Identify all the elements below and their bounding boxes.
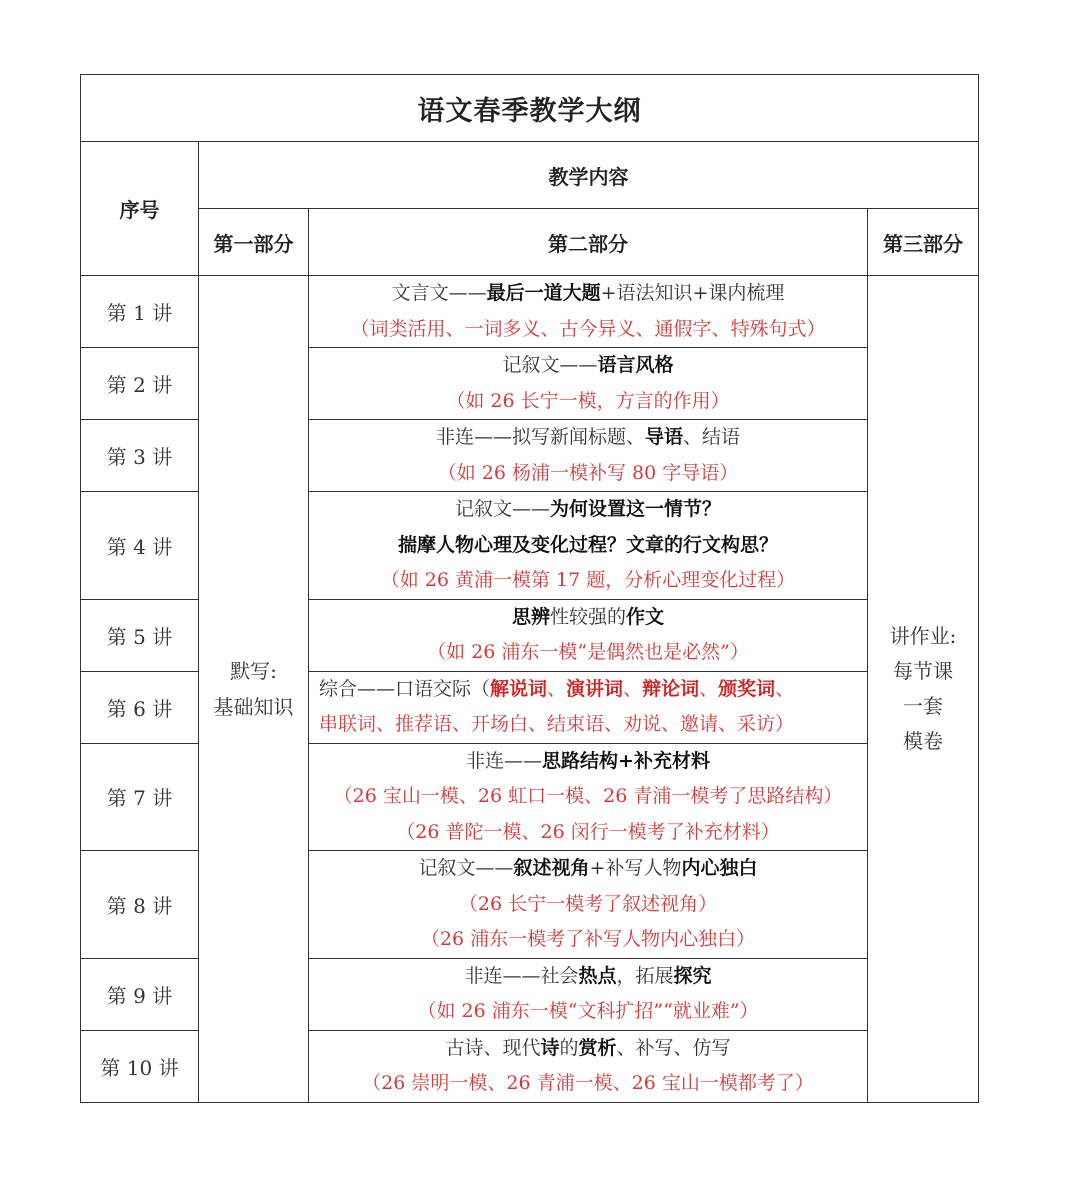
content-segment: 颁奖词 <box>718 677 776 700</box>
content-line <box>309 563 867 599</box>
content-segment: 综合——口语交际（ <box>319 677 491 700</box>
content-segment: 古诗、现代 <box>445 1036 541 1059</box>
content-segment: 思辨 <box>511 605 550 628</box>
content-segment: 解说词 <box>490 677 548 700</box>
content-line <box>309 528 867 564</box>
content-segment: （26 长宁一模考了叙述视角） <box>458 892 718 915</box>
content-segment: （如 26 浦东一模“文科扩招”“就业难”） <box>417 1000 759 1022</box>
part3-line: 每节课 <box>893 658 953 683</box>
content-line <box>309 744 867 780</box>
content-segment: （26 崇明一模、26 青浦一模、26 宝山一模都考了） <box>362 1072 814 1094</box>
content-line <box>309 276 867 312</box>
content-line <box>309 420 867 456</box>
part1-line: 默写: <box>230 658 277 683</box>
content-segment: 思路结构+补充材料 <box>542 749 710 772</box>
content-line <box>309 1066 867 1102</box>
content-segment: 记叙文—— <box>418 857 514 879</box>
lecture-label: 第 9 讲 <box>81 958 199 1030</box>
content-segment: （26 浦东一模考了补写人物内心独白） <box>420 928 756 950</box>
content-segment: 串联词、推荐语、开场白、结束语、劝说、邀请、采访） <box>319 713 795 735</box>
content-cell <box>309 599 868 671</box>
content-segment: 叙述视角 <box>513 857 590 879</box>
content-line <box>309 384 867 420</box>
content-line <box>309 492 867 528</box>
content-segment: 最后一道大题 <box>486 282 601 304</box>
content-cell <box>309 420 868 492</box>
content-line <box>319 672 867 708</box>
content-segment: +语法知识+课内梳理 <box>600 282 785 304</box>
syllabus-table <box>80 74 979 1103</box>
content-segment: 记叙文—— <box>454 498 550 520</box>
content-segment: ，拓展 <box>616 964 674 987</box>
lecture-label: 第 3 讲 <box>81 420 199 492</box>
header-part2: 第二部分 <box>309 209 868 276</box>
content-segment: +补写人物 <box>589 857 682 879</box>
content-cell <box>309 743 868 851</box>
content-cell <box>309 851 868 959</box>
content-line <box>309 887 867 923</box>
content-line <box>309 922 867 958</box>
lecture-label: 第 6 讲 <box>81 671 199 743</box>
content-line <box>309 851 867 887</box>
content-segment: （如 26 黄浦一模第 17 题，分析心理变化过程） <box>380 569 796 591</box>
part3-cell <box>868 276 979 1103</box>
content-segment: 演讲词 <box>566 677 624 700</box>
content-segment: 非连—— <box>466 749 543 772</box>
content-cell <box>309 671 868 743</box>
content-segment: 、补写、仿写 <box>616 1036 731 1059</box>
content-line <box>309 348 867 384</box>
content-line <box>309 312 867 348</box>
content-segment: 文言文—— <box>391 282 487 304</box>
content-line <box>309 815 867 851</box>
content-segment: 、 <box>775 677 795 700</box>
header-seq: 序号 <box>81 142 199 276</box>
content-segment: 为何设置这一情节？ <box>550 498 722 520</box>
content-segment: （26 普陀一模、26 闵行一模考了补充材料） <box>396 820 780 843</box>
content-segment: 探究 <box>673 964 712 987</box>
part3-line: 模卷 <box>903 728 943 753</box>
content-segment: （如 26 杨浦一模补写 80 字导语） <box>437 461 739 484</box>
content-segment: （如 26 长宁一模，方言的作用） <box>446 389 730 412</box>
content-line <box>309 456 867 492</box>
content-segment: 非连——社会 <box>464 964 579 987</box>
content-line <box>309 1031 867 1067</box>
content-segment: 、 <box>699 677 719 700</box>
part3-line: 讲作业: <box>889 623 957 648</box>
part1-line: 基础知识 <box>213 694 294 719</box>
content-segment: 记叙文—— <box>502 354 598 376</box>
header-content: 教学内容 <box>199 142 979 209</box>
content-line <box>309 959 867 995</box>
content-segment: 的 <box>559 1036 579 1059</box>
lecture-label: 第 2 讲 <box>81 348 199 420</box>
content-segment: 、结语 <box>683 426 741 448</box>
content-segment: 导语 <box>644 426 683 448</box>
content-cell <box>309 958 868 1030</box>
content-segment: 诗 <box>540 1036 560 1059</box>
content-segment: 非连——拟写新闻标题、 <box>435 426 645 448</box>
content-line <box>309 779 867 815</box>
content-cell <box>309 492 868 600</box>
lecture-label: 第 7 讲 <box>81 743 199 851</box>
lecture-label: 第 4 讲 <box>81 492 199 600</box>
lecture-label: 第 8 讲 <box>81 851 199 959</box>
lecture-label: 第 10 讲 <box>81 1030 199 1102</box>
content-segment: 、 <box>547 677 567 700</box>
content-segment: （26 宝山一模、26 虹口一模、26 青浦一模考了思路结构） <box>333 785 843 807</box>
content-line <box>319 707 867 743</box>
header-part3: 第三部分 <box>868 209 979 276</box>
table-row <box>81 276 979 348</box>
lecture-label: 第 1 讲 <box>81 276 199 348</box>
content-segment: 作文 <box>626 605 665 628</box>
lecture-label: 第 5 讲 <box>81 599 199 671</box>
content-segment: 语言风格 <box>597 354 674 376</box>
header-part1: 第一部分 <box>199 209 309 276</box>
content-segment: 内心独白 <box>681 857 758 879</box>
part1-cell <box>199 276 309 1103</box>
content-line <box>309 994 867 1030</box>
content-segment: 热点 <box>578 964 617 987</box>
content-cell <box>309 348 868 420</box>
content-segment: 揣摩人物心理及变化过程？文章的行文构思？ <box>397 533 778 556</box>
content-line <box>309 600 867 636</box>
table-title: 语文春季教学大纲 <box>81 75 979 142</box>
part3-line: 一套 <box>903 693 943 718</box>
content-cell <box>309 276 868 348</box>
content-segment: 辩论词 <box>642 677 700 700</box>
content-segment: 、 <box>623 677 643 700</box>
content-cell <box>309 1030 868 1102</box>
content-line <box>309 635 867 671</box>
content-segment: 赏析 <box>578 1036 617 1059</box>
content-segment: （如 26 浦东一模“是偶然也是必然”） <box>427 641 749 663</box>
content-segment: （词类活用、一词多义、古今异义、通假字、特殊句式） <box>350 317 826 340</box>
content-segment: 性较强的 <box>549 605 626 628</box>
